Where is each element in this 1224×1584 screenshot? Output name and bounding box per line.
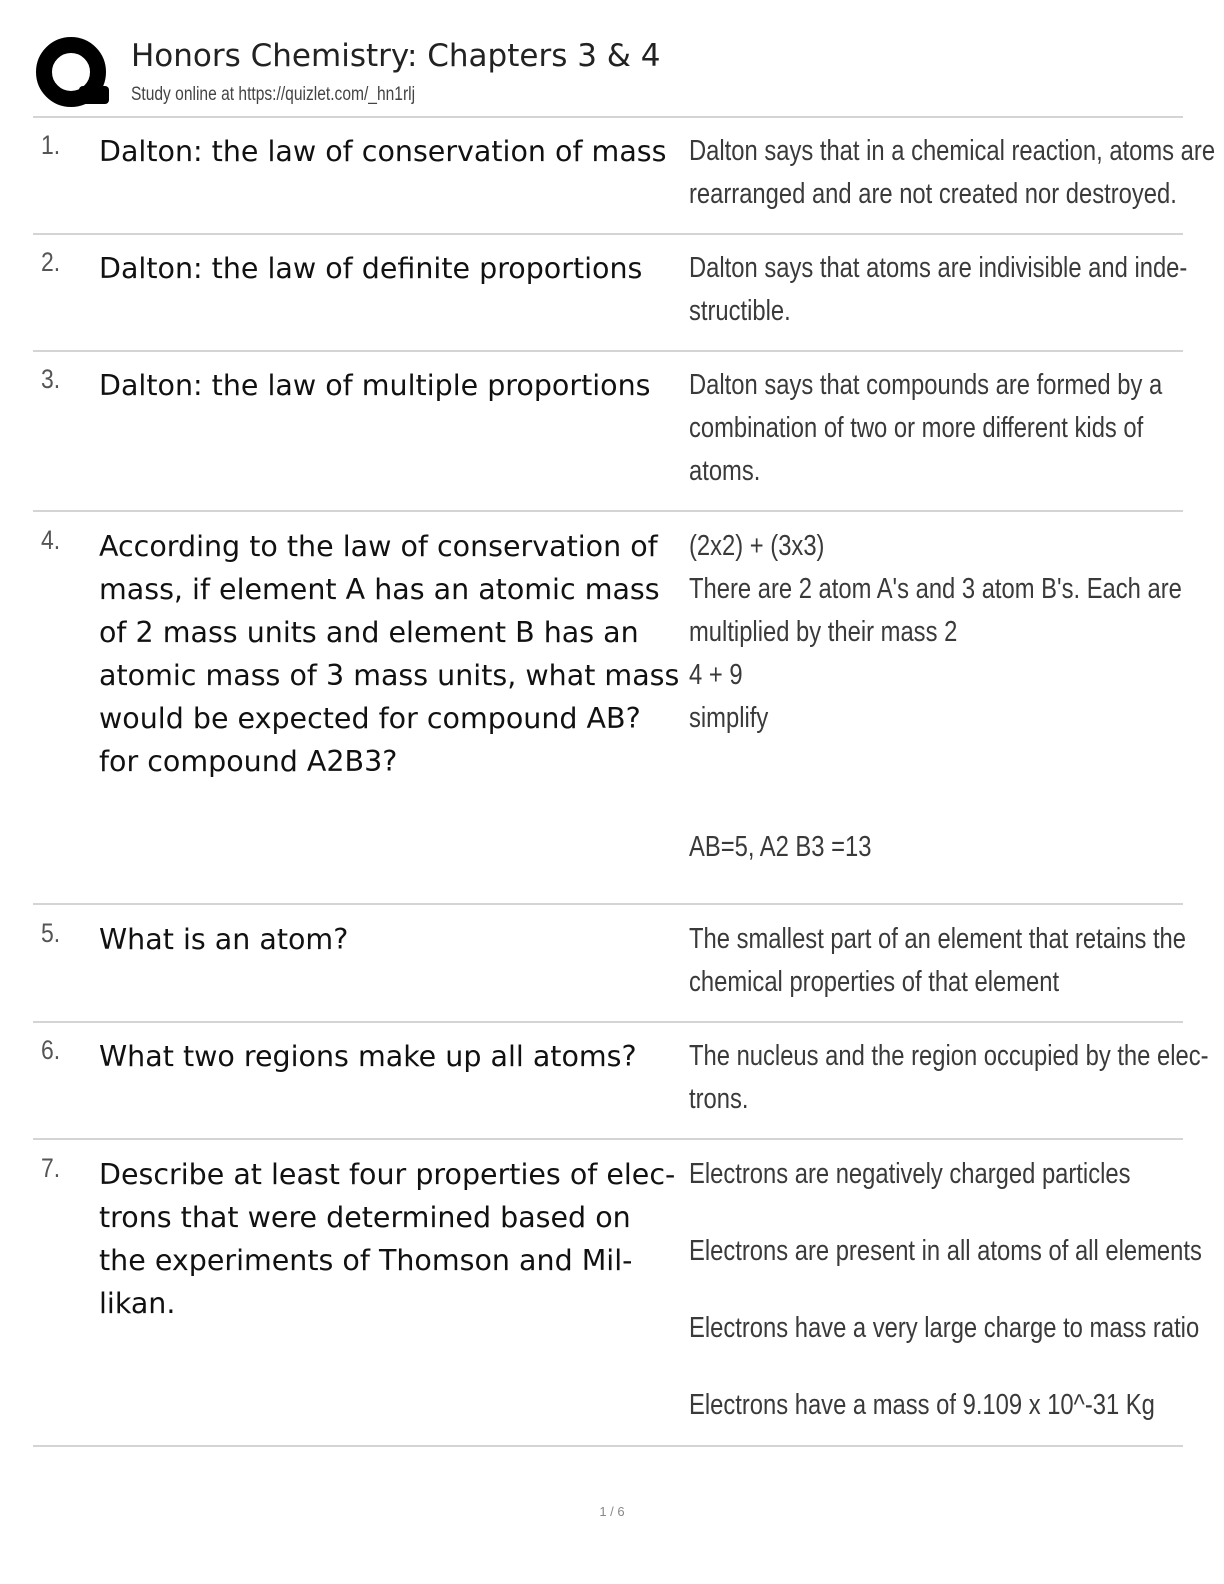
card-definition xyxy=(689,918,1187,1004)
definition-line: (2x2) + (3x3) xyxy=(689,530,825,562)
card-term: What two regions make up all atoms? xyxy=(99,1040,637,1073)
divider xyxy=(33,233,1183,235)
definition-spacer xyxy=(689,1273,1178,1307)
definition-line: Dalton says that compounds are formed by a xyxy=(689,369,1163,401)
card-term: Dalton: the law of conservation of mass xyxy=(99,135,667,168)
card-definition xyxy=(689,247,1188,333)
definition-line: Dalton says that atoms are indivisible and inde- xyxy=(689,252,1188,284)
card-term: What is an atom? xyxy=(99,923,349,956)
definition-line: atoms. xyxy=(689,455,761,487)
definition-line: Electrons have a mass of 9.109 x 10^-31 Kg xyxy=(689,1389,1155,1421)
card-number: 4. xyxy=(41,525,61,555)
definition-line: AB=5, A2 B3 =13 xyxy=(689,831,872,863)
definition-line: rearranged and are not created nor destroyed. xyxy=(689,178,1177,210)
page-number: 1 / 6 xyxy=(599,1504,625,1519)
definition-line: Dalton says that in a chemical reaction, atoms are xyxy=(689,135,1216,167)
card-number: 6. xyxy=(41,1035,61,1065)
card-term: Dalton: the law of definite proportions xyxy=(99,252,643,285)
definition-spacer xyxy=(689,740,1178,783)
divider xyxy=(33,116,1183,118)
page-title: Honors Chemistry: Chapters 3 & 4 xyxy=(131,38,661,74)
divider xyxy=(33,1138,1183,1140)
definition-line: combination of two or more different kids of xyxy=(689,412,1144,444)
definition-line: Electrons are present in all atoms of all elements xyxy=(689,1235,1202,1267)
card-term: According to the law of conservation of mass, if element A has an atomic mass of 2 mass units and element B has an atomic mass of 3 mass units, what mass would be expected for compound AB? for compound A2B3? xyxy=(99,530,680,778)
definition-line: The smallest part of an element that retains the xyxy=(689,923,1187,955)
divider xyxy=(33,1445,1183,1447)
divider xyxy=(33,510,1183,512)
card-number: 7. xyxy=(41,1153,61,1183)
card-definition xyxy=(689,525,1182,869)
definition-line: Electrons have a very large charge to mass ratio xyxy=(689,1312,1200,1344)
definition-line: 4 + 9 xyxy=(689,659,743,691)
definition-line: chemical properties of that element xyxy=(689,966,1060,998)
definition-line: simplify xyxy=(689,702,769,734)
card-definition xyxy=(689,364,1178,493)
definition-line: The nucleus and the region occupied by the elec- xyxy=(689,1040,1209,1072)
quizlet-logo-icon xyxy=(33,34,113,114)
card-definition xyxy=(689,130,1216,216)
divider xyxy=(33,903,1183,905)
definition-spacer xyxy=(689,1350,1178,1384)
card-number: 3. xyxy=(41,364,61,394)
definition-line: structible. xyxy=(689,295,791,327)
page-header xyxy=(33,30,1183,118)
definition-line: Electrons are negatively charged particles xyxy=(689,1158,1131,1190)
definition-line: trons. xyxy=(689,1083,749,1115)
card-number: 1. xyxy=(41,130,61,160)
definition-line: multiplied by their mass 2 xyxy=(689,616,958,648)
definition-spacer xyxy=(689,783,1178,826)
card-term: Describe at least four properties of elec- trons that were determined based on the experiments of Thomson and Mil- likan. xyxy=(99,1158,676,1320)
definition-spacer xyxy=(689,1196,1178,1230)
card-term: Dalton: the law of multiple proportions xyxy=(99,369,651,402)
study-online-link[interactable]: Study online at https://quizlet.com/_hn1rlj xyxy=(131,84,416,105)
divider xyxy=(33,1021,1183,1023)
divider xyxy=(33,350,1183,352)
card-definition xyxy=(689,1153,1202,1427)
definition-line: There are 2 atom A's and 3 atom B's. Each are xyxy=(689,573,1182,605)
card-number: 2. xyxy=(41,247,61,277)
card-number: 5. xyxy=(41,918,61,948)
card-definition xyxy=(689,1035,1209,1121)
